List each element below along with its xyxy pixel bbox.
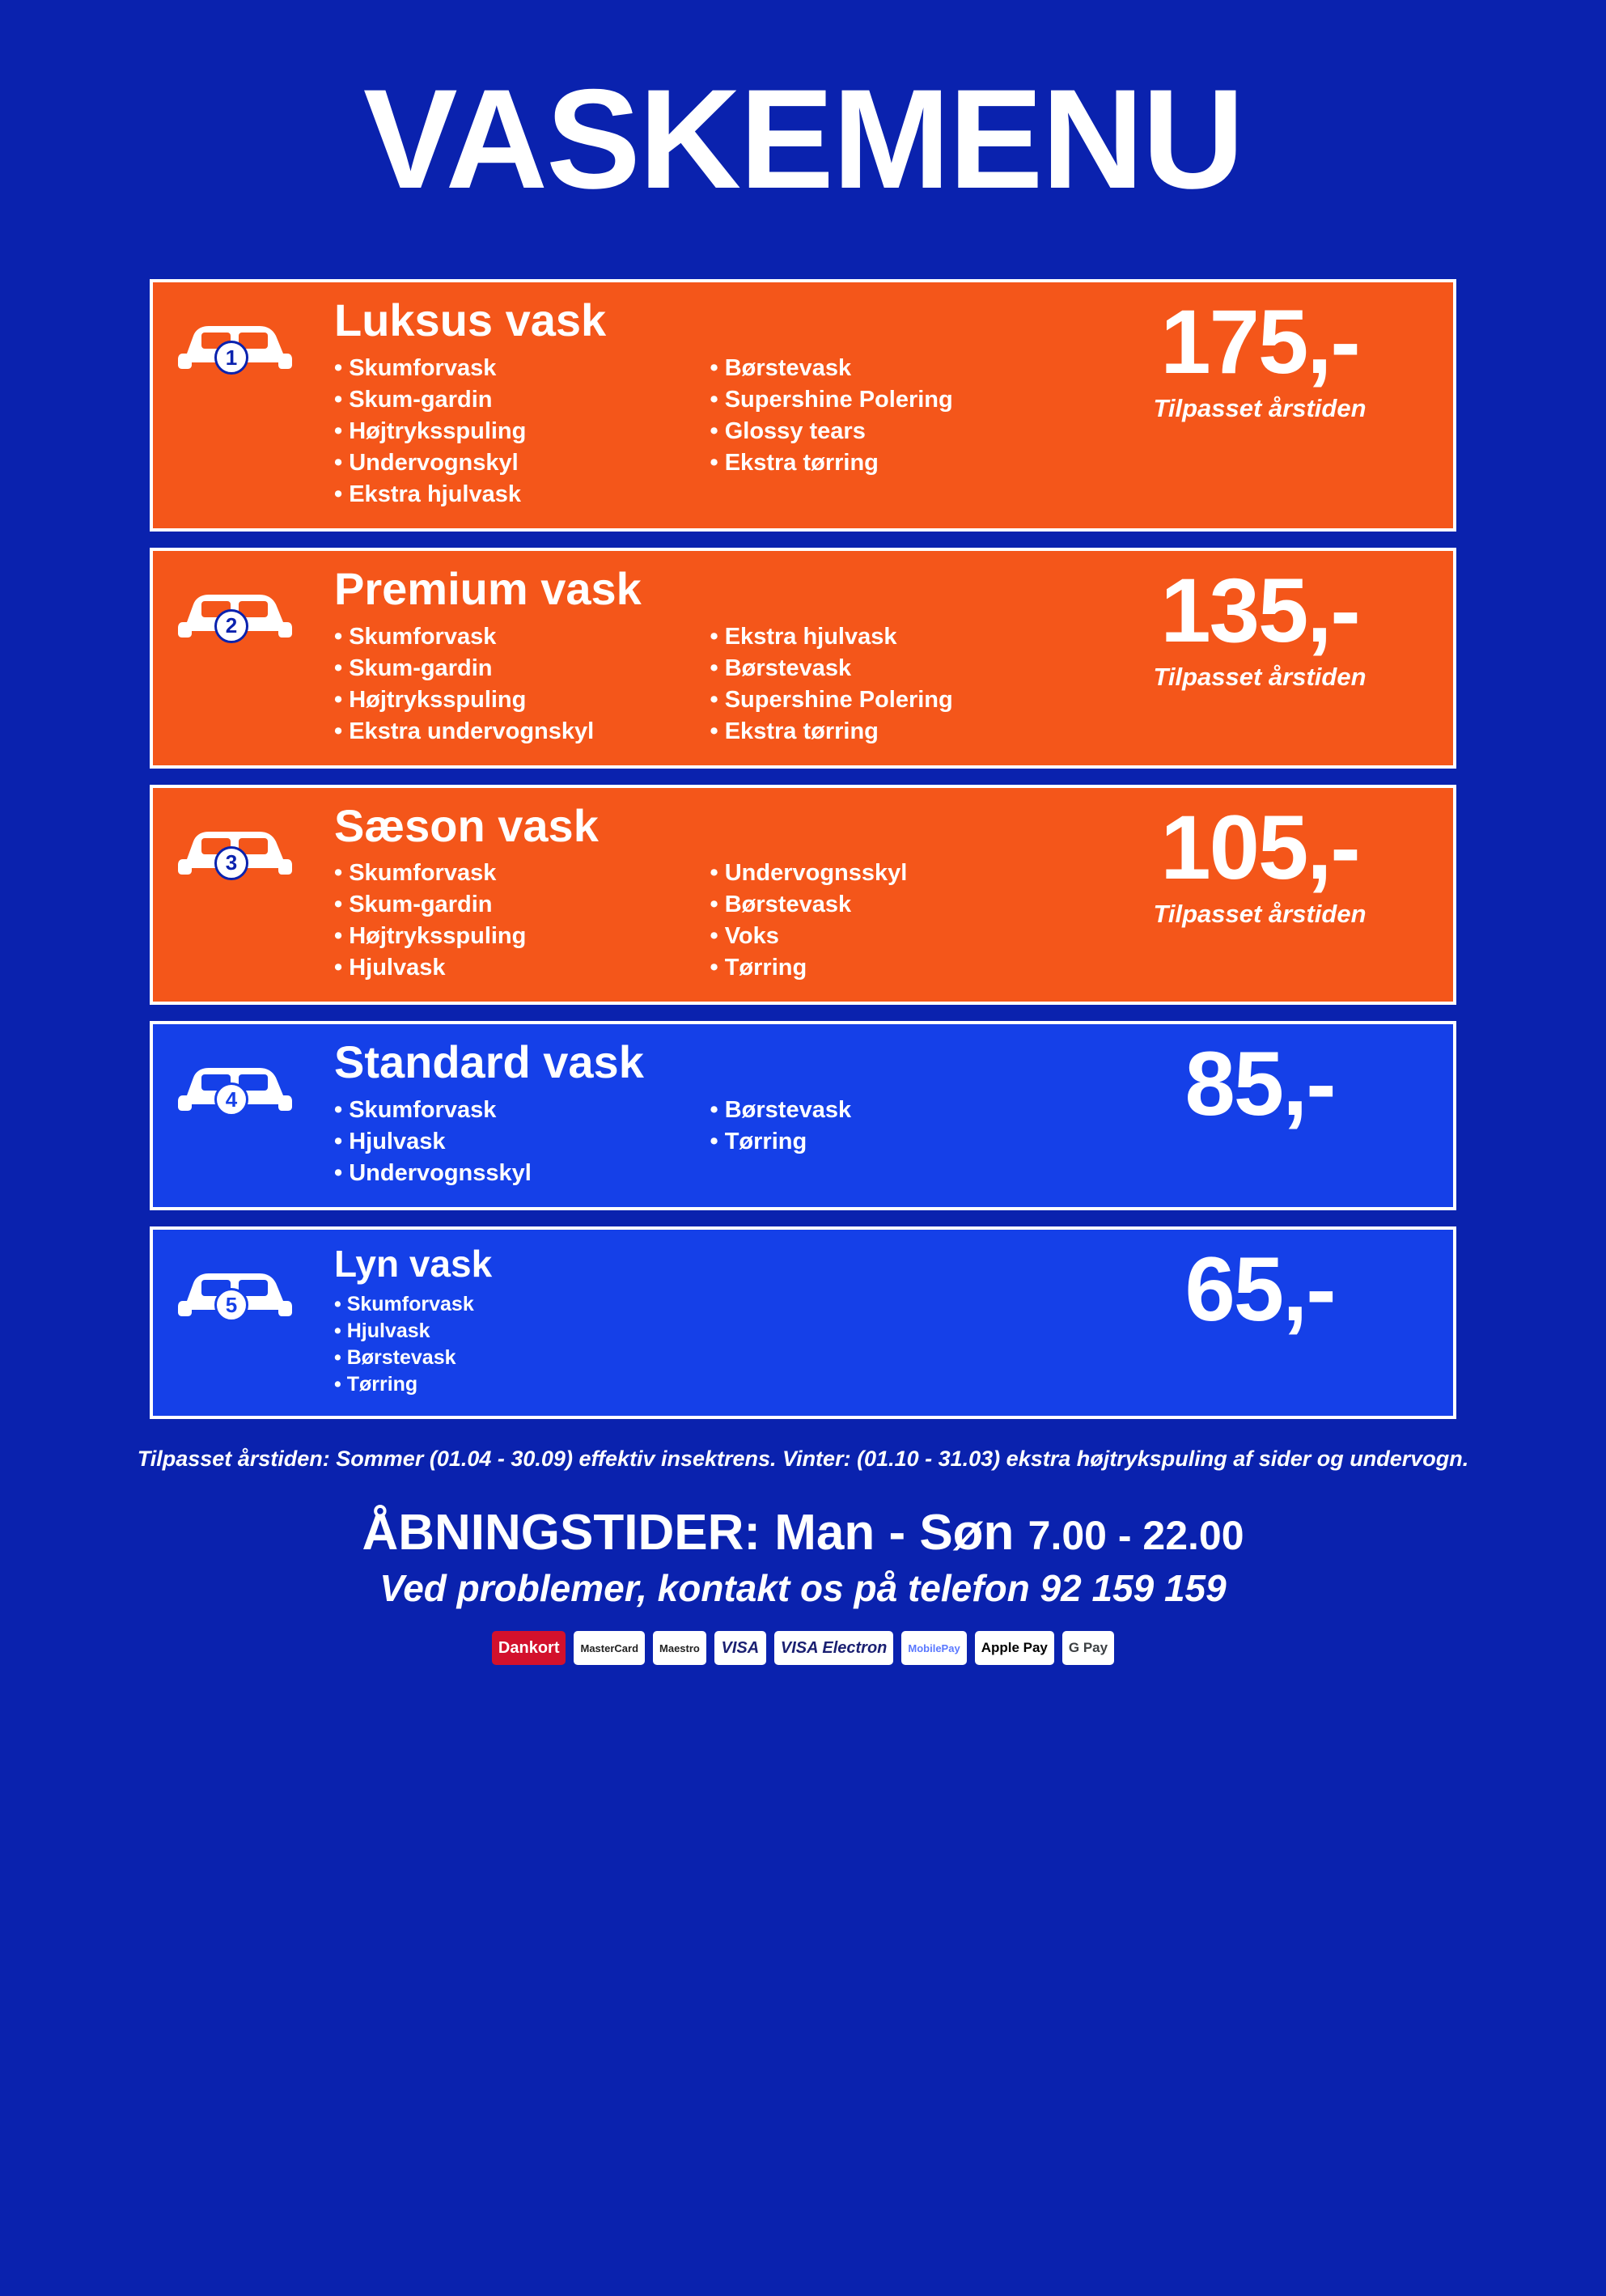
feature-item: • Ekstra hjulvask [334, 479, 710, 510]
car-icon [172, 1053, 298, 1118]
car-icon-wrap-2 [172, 566, 334, 645]
package-price-note: Tilpasset årstiden [1153, 394, 1367, 422]
price-block-2 [1086, 559, 1434, 692]
payment-methods [0, 1631, 1606, 1665]
feature-item: • Ekstra hjulvask [710, 621, 1087, 653]
features-left [334, 1291, 710, 1398]
features-right [710, 353, 1087, 510]
feature-item: • Ekstra undervognskyl [334, 716, 710, 748]
feature-item: • Børstevask [710, 353, 1087, 384]
package-card-2[interactable] [150, 548, 1456, 769]
features-right [710, 1095, 1087, 1189]
apple-pay-icon: Apple Pay [975, 1631, 1054, 1665]
package-title: Premium vask [334, 562, 642, 614]
mobilepay-icon: MobilePay [901, 1631, 966, 1665]
package-card-4[interactable] [150, 1021, 1456, 1210]
car-icon [172, 311, 298, 376]
package-price: 65,- [1184, 1239, 1335, 1341]
features-left [334, 621, 710, 748]
feature-item: • Undervognsskyl [334, 1158, 710, 1189]
feature-item: • Tørring [710, 1126, 1087, 1158]
feature-item: • Supershine Polering [710, 384, 1087, 416]
feature-item: • Børstevask [334, 1345, 710, 1371]
features-left [334, 1095, 710, 1189]
google-pay-icon: G Pay [1062, 1631, 1114, 1665]
dankort-icon: Dankort [492, 1631, 566, 1665]
feature-item: • Supershine Polering [710, 684, 1087, 716]
package-card-5[interactable] [150, 1226, 1456, 1419]
features-right [710, 621, 1087, 748]
price-block-5 [1086, 1239, 1434, 1341]
opening-hours [0, 1504, 1606, 1561]
package-price: 105,- [1160, 796, 1359, 898]
features-right [710, 1291, 1087, 1398]
package-price: 135,- [1160, 559, 1359, 661]
feature-item: • Hjulvask [334, 1318, 710, 1345]
feature-item: • Tørring [334, 1371, 710, 1398]
feature-item: • Skum-gardin [334, 653, 710, 684]
visa-electron-icon: VISA Electron [774, 1631, 894, 1665]
maestro-icon: Maestro [653, 1631, 706, 1665]
package-number: 5 [214, 1288, 248, 1322]
feature-item: • Børstevask [710, 1095, 1087, 1126]
package-price: 85,- [1184, 1033, 1335, 1135]
price-block-4 [1086, 1033, 1434, 1135]
mastercard-icon: MasterCard [574, 1631, 645, 1665]
features-left [334, 353, 710, 510]
seasonal-footnote: Tilpasset årstiden: Sommer (01.04 - 30.09) effektiv insektrens. Vinter: (01.10 - 31.03) ekstra højtrykspuling af sider og undervogn. [137, 1447, 1469, 1472]
feature-item: • Højtryksspuling [334, 921, 710, 952]
feature-item: • Glossy tears [710, 416, 1087, 447]
package-title: Sæson vask [334, 799, 599, 851]
package-card-1[interactable] [150, 279, 1456, 532]
price-block-1 [1086, 291, 1434, 423]
package-price: 175,- [1160, 291, 1359, 392]
feature-item: • Undervognsskyl [710, 858, 1087, 889]
car-icon-wrap-5 [172, 1244, 334, 1324]
package-number: 4 [214, 1082, 248, 1116]
feature-item: • Børstevask [710, 889, 1087, 921]
package-list [150, 210, 1456, 1419]
feature-item: • Skumforvask [334, 858, 710, 889]
package-number: 3 [214, 846, 248, 880]
feature-item: • Højtryksspuling [334, 684, 710, 716]
feature-item: • Skumforvask [334, 621, 710, 653]
car-icon [172, 1259, 298, 1324]
feature-item: • Hjulvask [334, 952, 710, 984]
package-title: Luksus vask [334, 294, 607, 345]
opening-hours-label: ÅBNINGSTIDER: Man - Søn [362, 1505, 1015, 1561]
feature-item: • Børstevask [710, 653, 1087, 684]
car-icon-wrap-4 [172, 1039, 334, 1118]
package-number: 2 [214, 609, 248, 643]
visa-icon: VISA [714, 1631, 766, 1665]
feature-item: • Hjulvask [334, 1126, 710, 1158]
package-card-3[interactable] [150, 785, 1456, 1006]
package-price-note: Tilpasset årstiden [1153, 899, 1367, 928]
car-icon [172, 580, 298, 645]
features-right [710, 858, 1087, 984]
feature-item: • Skumforvask [334, 1095, 710, 1126]
car-icon [172, 817, 298, 882]
feature-item: • Skumforvask [334, 353, 710, 384]
contact-line: Ved problemer, kontakt os på telefon 92 159 159 [379, 1567, 1227, 1610]
car-icon-wrap-3 [172, 803, 334, 882]
feature-item: • Tørring [710, 952, 1087, 984]
feature-item: • Skum-gardin [334, 384, 710, 416]
feature-item: • Skum-gardin [334, 889, 710, 921]
feature-item: • Højtryksspuling [334, 416, 710, 447]
package-number: 1 [214, 341, 248, 375]
car-icon-wrap-1 [172, 297, 334, 376]
package-title: Lyn vask [334, 1243, 493, 1286]
page-title: VASKEMENU [362, 61, 1244, 218]
package-title: Standard vask [334, 1036, 644, 1088]
opening-hours-times: 7.00 - 22.00 [1028, 1513, 1244, 1559]
feature-item: • Voks [710, 921, 1087, 952]
features-left [334, 858, 710, 984]
price-block-3 [1086, 796, 1434, 929]
feature-item: • Undervognskyl [334, 447, 710, 479]
package-price-note: Tilpasset årstiden [1153, 662, 1367, 691]
feature-item: • Skumforvask [334, 1291, 710, 1318]
feature-item: • Ekstra tørring [710, 716, 1087, 748]
feature-item: • Ekstra tørring [710, 447, 1087, 479]
